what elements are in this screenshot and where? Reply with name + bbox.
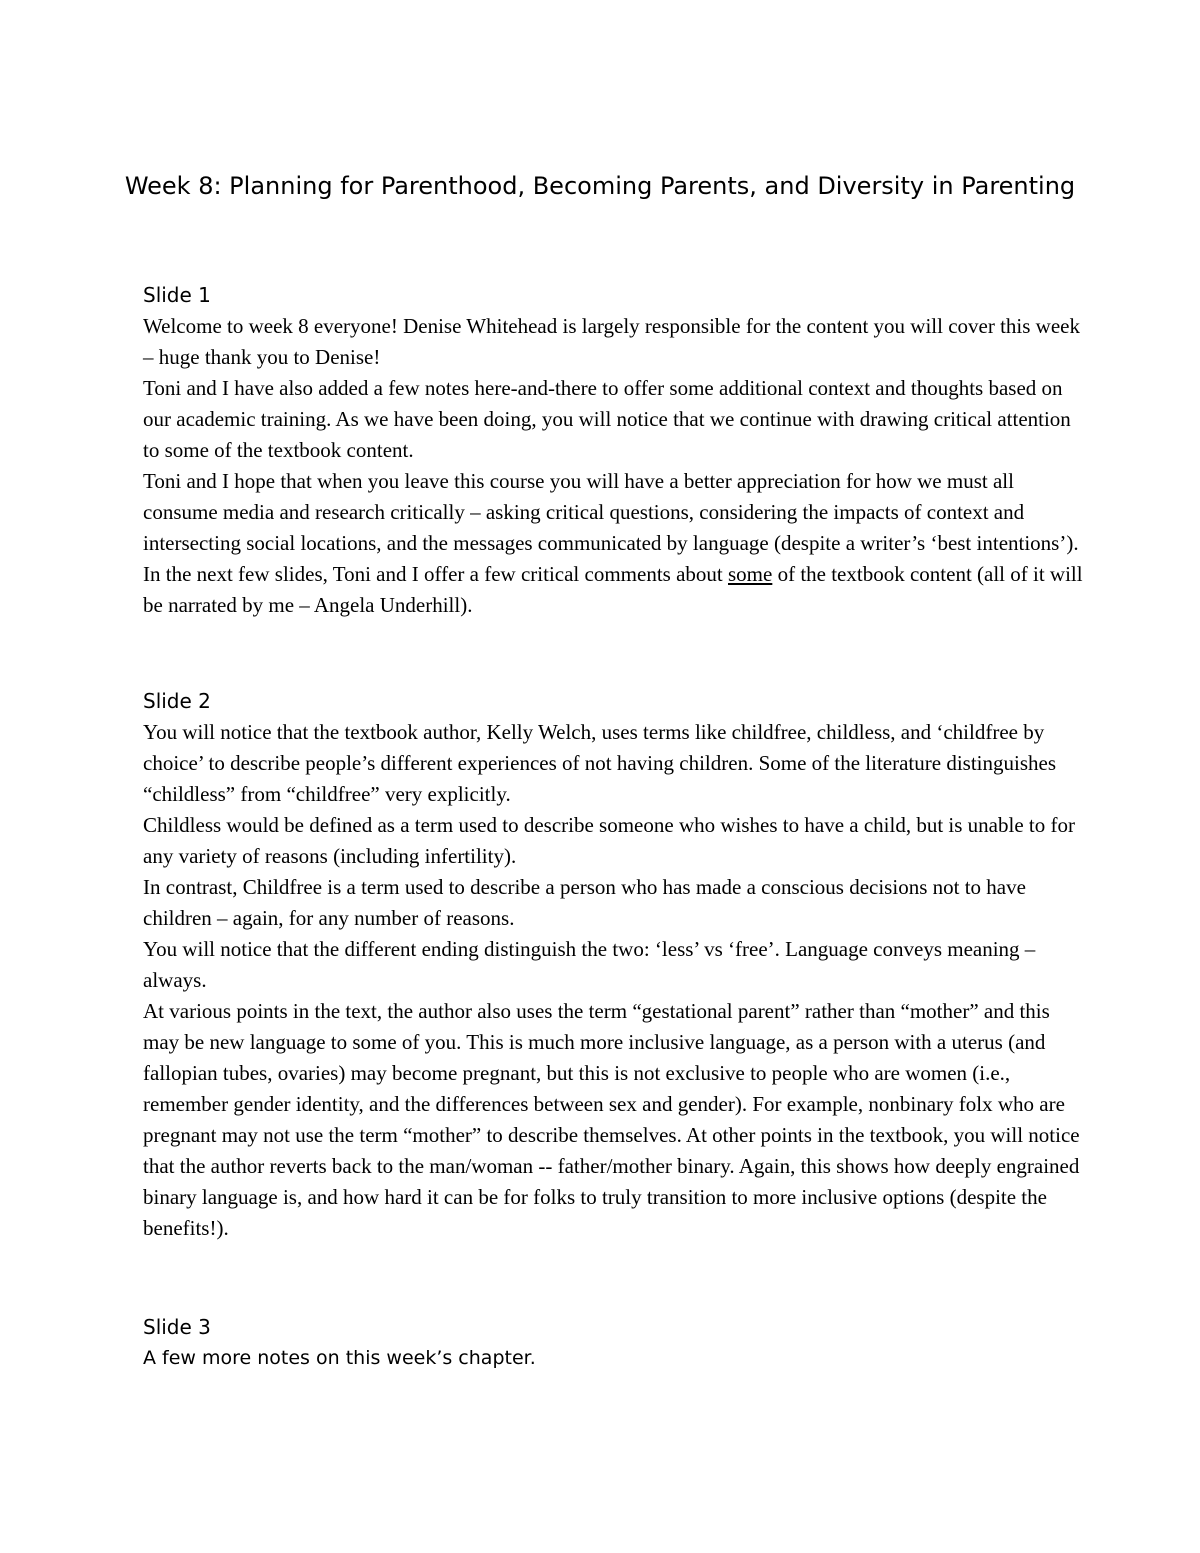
slide-1-paragraph-3-tail: of the textbook content (all of it will be narrated by me – Angela Underhill). — [143, 562, 1083, 617]
slide-3-section — [143, 1312, 1083, 1374]
slide-1-paragraph-3-text: Toni and I hope that when you leave this course you will have a better appreciation for how we must all consume media and research critically – asking critical questions, considering the impacts of context and intersecting social locations, and the messages communicated by language (despite a writer’s ‘best intentions’). In the next few slides, Toni and I offer a few critical comments about — [143, 469, 1079, 586]
slide-2-heading: Slide 2 — [143, 689, 211, 713]
slide-2-paragraph-3: In contrast, Childfree is a term used to describe a person who has made a conscious decisions not to have children – again, for any number of reasons. — [143, 875, 1026, 930]
slide-2-paragraph-5: At various points in the text, the author also uses the term “gestational parent” rather than “mother” and this may be new language to some of you. This is much more inclusive language, as a person with a uterus (and fallopian tubes, ovaries) may become pregnant, but this is not exclusive to people who are women (i.e., remember gender identity, and the differences between sex and gender). For example, nonbinary folx who are pregnant may not use the term “mother” to describe themselves. At other points in the textbook, you will notice that the author reverts back to the man/woman -- father/mother binary. Again, this shows how deeply engrained binary language is, and how hard it can be for folks to truly transition to more inclusive options (despite the benefits!). — [143, 999, 1080, 1240]
document-title: Week 8: Planning for Parenthood, Becoming Parents, and Diversity in Parenting — [124, 172, 1076, 200]
slide-3-paragraph-1: A few more notes on this week’s chapter. — [143, 1347, 536, 1369]
slide-1-paragraph-2: Toni and I have also added a few notes here-and-there to offer some additional context and thoughts based on our academic training. As we have been doing, you will notice that we continue with drawing critical attention to some of the textbook content. — [143, 376, 1071, 462]
slide-1-paragraph-1: Welcome to week 8 everyone! Denise Whitehead is largely responsible for the content you will cover this week – huge thank you to Denise! — [143, 314, 1080, 369]
slide-1-section — [143, 280, 1083, 621]
slide-2-paragraph-4: You will notice that the different ending distinguish the two: ‘less’ vs ‘free’. Language conveys meaning – always. — [143, 937, 1036, 992]
slide-2-section — [143, 686, 1083, 1244]
slide-2-paragraph-2: Childless would be defined as a term used to describe someone who wishes to have a child, but is unable to for any variety of reasons (including infertility). — [143, 813, 1075, 868]
underlined-emphasis: some — [728, 562, 773, 586]
slide-2-paragraph-1: You will notice that the textbook author, Kelly Welch, uses terms like childfree, childless, and ‘childfree by choice’ to describe people’s different experiences of not having children. Some of the literature distinguishes “childless” from “childfree” very explicitly. — [143, 720, 1057, 806]
slide-3-heading: Slide 3 — [143, 1315, 211, 1339]
slide-1-paragraph-3 — [143, 466, 1083, 621]
slide-1-heading: Slide 1 — [143, 283, 211, 307]
